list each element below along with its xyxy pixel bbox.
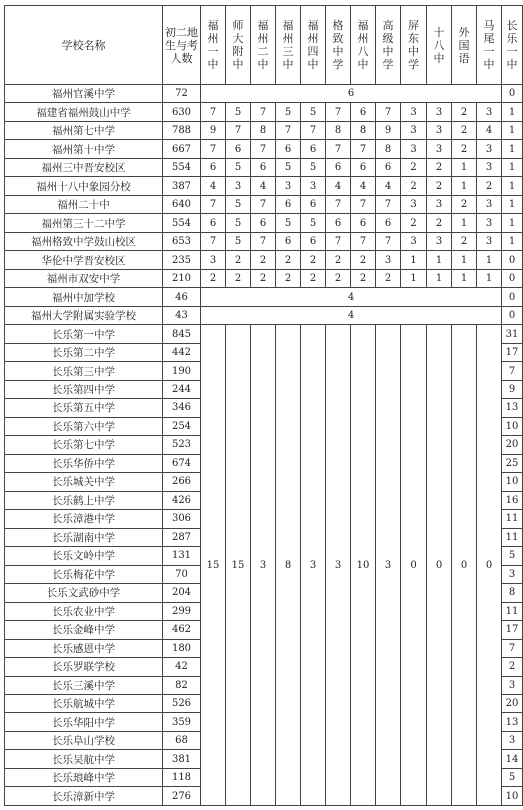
changle-district-quota-cell: 15	[226, 325, 251, 806]
quota-cell: 1	[452, 158, 477, 176]
changle-quota-cell: 17	[502, 621, 523, 639]
header-gezhi: 格致中学	[326, 6, 351, 85]
school-name-cell: 长乐第一中学	[5, 325, 163, 343]
table-row	[5, 325, 523, 343]
table-row	[5, 251, 523, 269]
quota-cell: 7	[201, 195, 226, 213]
quota-cell: 2	[226, 251, 251, 269]
quota-cell: 7	[251, 195, 276, 213]
quota-cell: 7	[251, 232, 276, 250]
school-name-cell: 长乐第五中学	[5, 399, 163, 417]
table-row	[5, 288, 523, 306]
header-no18: 十八中	[427, 6, 452, 85]
school-name-cell: 长乐漳新中学	[5, 787, 163, 806]
school-name-cell: 福州市双安中学	[5, 269, 163, 287]
changle-quota-cell: 11	[502, 510, 523, 528]
quota-cell: 2	[326, 251, 351, 269]
quota-cell: 3	[401, 232, 427, 250]
changle-quota-cell: 10	[502, 787, 523, 806]
changle-quota-cell: 1	[502, 177, 523, 195]
quota-cell: 2	[401, 214, 427, 232]
changle-quota-cell: 7	[502, 362, 523, 380]
changle-quota-cell: 13	[502, 399, 523, 417]
table-row	[5, 177, 523, 195]
school-name-cell: 福建省福州鼓山中学	[5, 103, 163, 121]
school-name-cell: 福州官溪中学	[5, 85, 163, 103]
student-count-cell: 68	[163, 731, 201, 749]
student-count-cell: 190	[163, 362, 201, 380]
quota-cell: 7	[301, 121, 326, 139]
student-count-cell: 276	[163, 787, 201, 806]
header-mawei: 马尾一中	[477, 6, 502, 85]
school-name-cell: 长乐湖南中学	[5, 528, 163, 546]
table-body	[5, 85, 523, 806]
school-name-cell: 福州第十中学	[5, 140, 163, 158]
quota-cell: 3	[401, 195, 427, 213]
quota-cell: 6	[301, 232, 326, 250]
quota-cell: 5	[226, 195, 251, 213]
changle-quota-cell: 1	[502, 214, 523, 232]
student-count-cell: 287	[163, 528, 201, 546]
header-fuzhou-no8: 福州八中	[351, 6, 376, 85]
quota-cell: 3	[401, 140, 427, 158]
student-count-cell: 46	[163, 288, 201, 306]
quota-cell: 6	[276, 140, 301, 158]
table-row	[5, 121, 523, 139]
school-name-cell: 长乐琅峰中学	[5, 768, 163, 786]
quota-cell: 6	[351, 158, 376, 176]
changle-quota-cell: 11	[502, 528, 523, 546]
quota-cell: 7	[376, 103, 401, 121]
quota-cell: 3	[477, 195, 502, 213]
changle-district-quota-cell: 10	[351, 325, 376, 806]
quota-cell: 5	[301, 103, 326, 121]
header-fuzhou-no3: 福州三中	[276, 6, 301, 85]
quota-cell: 8	[326, 121, 351, 139]
school-name-cell: 长乐文岭中学	[5, 547, 163, 565]
quota-cell: 2	[351, 251, 376, 269]
quota-cell: 1	[427, 251, 452, 269]
quota-cell: 1	[452, 177, 477, 195]
quota-cell: 3	[477, 158, 502, 176]
quota-cell: 9	[376, 121, 401, 139]
school-name-cell: 长乐城关中学	[5, 473, 163, 491]
school-name-cell: 长乐第七中学	[5, 436, 163, 454]
quota-cell: 3	[201, 251, 226, 269]
quota-cell: 7	[351, 195, 376, 213]
quota-cell: 7	[351, 140, 376, 158]
school-name-cell: 长乐第四中学	[5, 380, 163, 398]
quota-cell: 1	[477, 251, 502, 269]
quota-cell: 3	[401, 121, 427, 139]
school-name-cell: 长乐金峰中学	[5, 621, 163, 639]
school-name-cell: 长乐感恩中学	[5, 639, 163, 657]
quota-cell: 2	[452, 121, 477, 139]
changle-quota-cell: 0	[502, 251, 523, 269]
quota-cell: 2	[452, 232, 477, 250]
school-name-cell: 长乐罗联学校	[5, 658, 163, 676]
changle-quota-cell: 0	[502, 306, 523, 324]
quota-cell: 5	[276, 158, 301, 176]
quota-cell: 7	[326, 195, 351, 213]
table-row	[5, 103, 523, 121]
quota-cell: 6	[376, 214, 401, 232]
quota-cell: 5	[226, 214, 251, 232]
quota-cell: 7	[326, 103, 351, 121]
quota-cell: 2	[351, 269, 376, 287]
quota-cell: 2	[427, 158, 452, 176]
school-name-cell: 长乐第三中学	[5, 362, 163, 380]
student-count-cell: 788	[163, 121, 201, 139]
quota-cell: 7	[376, 232, 401, 250]
header-shida-fuzhong: 师大附中	[226, 6, 251, 85]
changle-quota-cell: 9	[502, 380, 523, 398]
student-count-cell: 180	[163, 639, 201, 657]
quota-cell: 2	[226, 269, 251, 287]
merged-quota-cell: 6	[201, 85, 502, 103]
school-name-cell: 福州中加学校	[5, 288, 163, 306]
changle-quota-cell: 8	[502, 584, 523, 602]
quota-cell: 9	[201, 121, 226, 139]
changle-district-quota-cell: 0	[401, 325, 427, 806]
table-row	[5, 195, 523, 213]
quota-cell: 4	[351, 177, 376, 195]
student-count-cell: 266	[163, 473, 201, 491]
quota-cell: 2	[401, 177, 427, 195]
quota-cell: 3	[477, 140, 502, 158]
school-name-cell: 长乐农业中学	[5, 602, 163, 620]
table-row	[5, 158, 523, 176]
quota-cell: 8	[251, 121, 276, 139]
changle-quota-cell: 1	[502, 103, 523, 121]
quota-cell: 1	[427, 269, 452, 287]
changle-quota-cell: 31	[502, 325, 523, 343]
table-row	[5, 214, 523, 232]
quota-cell: 4	[201, 177, 226, 195]
quota-cell: 2	[452, 140, 477, 158]
school-name-cell: 长乐第六中学	[5, 417, 163, 435]
student-count-cell: 442	[163, 343, 201, 361]
quota-cell: 6	[351, 103, 376, 121]
header-pingdong: 屏东中学	[401, 6, 427, 85]
quota-cell: 6	[326, 214, 351, 232]
student-count-cell: 426	[163, 491, 201, 509]
changle-quota-cell: 0	[502, 269, 523, 287]
quota-cell: 1	[452, 251, 477, 269]
quota-cell: 6	[376, 158, 401, 176]
quota-cell: 7	[226, 121, 251, 139]
changle-quota-cell: 2	[502, 658, 523, 676]
quota-cell: 3	[477, 103, 502, 121]
header-row	[5, 6, 523, 85]
school-name-cell: 福州格致中学鼓山校区	[5, 232, 163, 250]
changle-district-quota-cell: 3	[326, 325, 351, 806]
changle-district-quota-cell: 0	[477, 325, 502, 806]
student-count-cell: 131	[163, 547, 201, 565]
quota-cell: 6	[276, 195, 301, 213]
student-count-cell: 244	[163, 380, 201, 398]
quota-cell: 6	[201, 214, 226, 232]
quota-cell: 3	[427, 103, 452, 121]
student-count-cell: 346	[163, 399, 201, 417]
quota-cell: 2	[427, 214, 452, 232]
changle-quota-cell: 25	[502, 454, 523, 472]
quota-cell: 2	[401, 158, 427, 176]
quota-cell: 7	[201, 140, 226, 158]
changle-district-quota-cell: 0	[452, 325, 477, 806]
changle-quota-cell: 1	[502, 195, 523, 213]
quota-cell: 2	[301, 251, 326, 269]
header-changle-no1: 长乐一中	[502, 6, 523, 85]
quota-cell: 7	[351, 232, 376, 250]
table-row	[5, 140, 523, 158]
header-waiguoyu: 外国语	[452, 6, 477, 85]
quota-cell: 6	[301, 195, 326, 213]
student-count-cell: 554	[163, 214, 201, 232]
quota-cell: 3	[427, 121, 452, 139]
student-count-cell: 72	[163, 85, 201, 103]
quota-cell: 7	[201, 103, 226, 121]
student-count-cell: 387	[163, 177, 201, 195]
student-count-cell: 43	[163, 306, 201, 324]
quota-cell: 2	[251, 269, 276, 287]
quota-cell: 7	[201, 232, 226, 250]
student-count-cell: 462	[163, 621, 201, 639]
quota-cell: 2	[326, 269, 351, 287]
quota-cell: 2	[452, 103, 477, 121]
student-count-cell: 210	[163, 269, 201, 287]
header-gaoji: 高级中学	[376, 6, 401, 85]
quota-cell: 2	[276, 269, 301, 287]
student-count-cell: 82	[163, 676, 201, 694]
student-count-cell: 70	[163, 565, 201, 583]
changle-quota-cell: 3	[502, 565, 523, 583]
school-name-cell: 长乐第二中学	[5, 343, 163, 361]
quota-cell: 6	[301, 140, 326, 158]
quota-cell: 6	[226, 140, 251, 158]
changle-quota-cell: 3	[502, 731, 523, 749]
changle-quota-cell: 10	[502, 417, 523, 435]
changle-quota-cell: 10	[502, 473, 523, 491]
quota-cell: 1	[452, 269, 477, 287]
student-count-cell: 235	[163, 251, 201, 269]
header-fuzhou-no2: 福州二中	[251, 6, 276, 85]
quota-cell: 2	[301, 269, 326, 287]
quota-cell: 5	[226, 232, 251, 250]
quota-cell: 6	[201, 158, 226, 176]
school-name-cell: 福州大学附属实验学校	[5, 306, 163, 324]
merged-quota-cell: 4	[201, 288, 502, 306]
quota-cell: 1	[401, 269, 427, 287]
changle-quota-cell: 7	[502, 639, 523, 657]
quota-cell: 4	[376, 177, 401, 195]
quota-cell: 6	[276, 232, 301, 250]
changle-quota-cell: 20	[502, 694, 523, 712]
table-row	[5, 85, 523, 103]
changle-quota-cell: 1	[502, 232, 523, 250]
table-row	[5, 232, 523, 250]
header-fuzhou-no1: 福州一中	[201, 6, 226, 85]
quota-cell: 6	[326, 158, 351, 176]
changle-district-quota-cell: 3	[376, 325, 401, 806]
student-count-cell: 845	[163, 325, 201, 343]
changle-district-quota-cell: 3	[251, 325, 276, 806]
school-name-cell: 长乐吴航中学	[5, 750, 163, 768]
changle-district-quota-cell: 3	[301, 325, 326, 806]
changle-quota-cell: 0	[502, 85, 523, 103]
quota-cell: 6	[351, 214, 376, 232]
student-count-cell: 299	[163, 602, 201, 620]
changle-quota-cell: 16	[502, 491, 523, 509]
quota-cell: 4	[326, 177, 351, 195]
table-row	[5, 306, 523, 324]
quota-cell: 7	[276, 121, 301, 139]
school-name-cell: 长乐漳港中学	[5, 510, 163, 528]
quota-cell: 7	[251, 103, 276, 121]
school-name-cell: 福州三中晋安校区	[5, 158, 163, 176]
school-name-cell: 长乐文武砂中学	[5, 584, 163, 602]
quota-cell: 3	[276, 177, 301, 195]
quota-cell: 5	[301, 214, 326, 232]
quota-cell: 2	[477, 177, 502, 195]
student-count-cell: 674	[163, 454, 201, 472]
student-count-cell: 359	[163, 713, 201, 731]
table-row	[5, 269, 523, 287]
student-count-cell: 118	[163, 768, 201, 786]
quota-cell: 3	[427, 232, 452, 250]
changle-quota-cell: 17	[502, 343, 523, 361]
school-name-cell: 福州第七中学	[5, 121, 163, 139]
quota-cell: 6	[251, 158, 276, 176]
quota-cell: 1	[477, 269, 502, 287]
quota-cell: 3	[427, 195, 452, 213]
quota-cell: 2	[251, 251, 276, 269]
quota-cell: 3	[376, 251, 401, 269]
school-name-cell: 华伦中学晋安校区	[5, 251, 163, 269]
merged-quota-cell: 4	[201, 306, 502, 324]
quota-cell: 3	[301, 177, 326, 195]
changle-quota-cell: 1	[502, 140, 523, 158]
quota-cell: 7	[326, 140, 351, 158]
quota-cell: 4	[251, 177, 276, 195]
quota-cell: 2	[452, 195, 477, 213]
quota-cell: 1	[452, 214, 477, 232]
student-count-cell: 381	[163, 750, 201, 768]
quota-cell: 2	[201, 269, 226, 287]
changle-quota-cell: 13	[502, 713, 523, 731]
changle-quota-cell: 5	[502, 547, 523, 565]
changle-quota-cell: 11	[502, 602, 523, 620]
quota-cell: 8	[376, 140, 401, 158]
school-name-cell: 长乐航城中学	[5, 694, 163, 712]
student-count-cell: 640	[163, 195, 201, 213]
quota-cell: 6	[251, 214, 276, 232]
student-count-cell: 554	[163, 158, 201, 176]
student-count-cell: 204	[163, 584, 201, 602]
quota-cell: 2	[276, 251, 301, 269]
student-count-cell: 526	[163, 694, 201, 712]
student-count-cell: 523	[163, 436, 201, 454]
school-name-cell: 福州二十中	[5, 195, 163, 213]
quota-cell: 8	[351, 121, 376, 139]
header-school-name: 学校名称	[5, 6, 163, 85]
quota-cell: 3	[477, 232, 502, 250]
quota-cell: 5	[226, 103, 251, 121]
school-name-cell: 长乐梅花中学	[5, 565, 163, 583]
quota-cell: 7	[251, 140, 276, 158]
header-student-count: 初二地生与考人数	[163, 6, 201, 85]
quota-cell: 5	[276, 103, 301, 121]
school-name-cell: 长乐鹤上中学	[5, 491, 163, 509]
school-name-cell: 福州第三十二中学	[5, 214, 163, 232]
quota-cell: 2	[376, 269, 401, 287]
changle-quota-cell: 5	[502, 768, 523, 786]
quota-cell: 7	[376, 195, 401, 213]
changle-district-quota-cell: 8	[276, 325, 301, 806]
changle-district-quota-cell: 15	[201, 325, 226, 806]
changle-quota-cell: 0	[502, 288, 523, 306]
student-count-cell: 254	[163, 417, 201, 435]
quota-cell: 5	[226, 158, 251, 176]
quota-cell: 3	[401, 103, 427, 121]
changle-district-quota-cell: 0	[427, 325, 452, 806]
student-count-cell: 42	[163, 658, 201, 676]
quota-cell: 5	[301, 158, 326, 176]
school-name-cell: 长乐华侨中学	[5, 454, 163, 472]
quota-cell: 4	[477, 121, 502, 139]
quota-cell: 5	[276, 214, 301, 232]
header-fuzhou-no4: 福州四中	[301, 6, 326, 85]
school-name-cell: 长乐三溪中学	[5, 676, 163, 694]
student-count-cell: 306	[163, 510, 201, 528]
quota-cell: 3	[477, 214, 502, 232]
changle-quota-cell: 20	[502, 436, 523, 454]
changle-quota-cell: 3	[502, 676, 523, 694]
student-count-cell: 653	[163, 232, 201, 250]
changle-quota-cell: 1	[502, 158, 523, 176]
school-name-cell: 福州十八中象园分校	[5, 177, 163, 195]
quota-cell: 3	[226, 177, 251, 195]
quota-cell: 3	[427, 140, 452, 158]
school-name-cell: 长乐阜山学校	[5, 731, 163, 749]
student-count-cell: 630	[163, 103, 201, 121]
student-count-cell: 667	[163, 140, 201, 158]
quota-cell: 1	[401, 251, 427, 269]
changle-quota-cell: 14	[502, 750, 523, 768]
changle-quota-cell: 1	[502, 121, 523, 139]
quota-table	[4, 5, 523, 806]
quota-cell: 7	[326, 232, 351, 250]
school-name-cell: 长乐华阳中学	[5, 713, 163, 731]
quota-cell: 2	[427, 177, 452, 195]
